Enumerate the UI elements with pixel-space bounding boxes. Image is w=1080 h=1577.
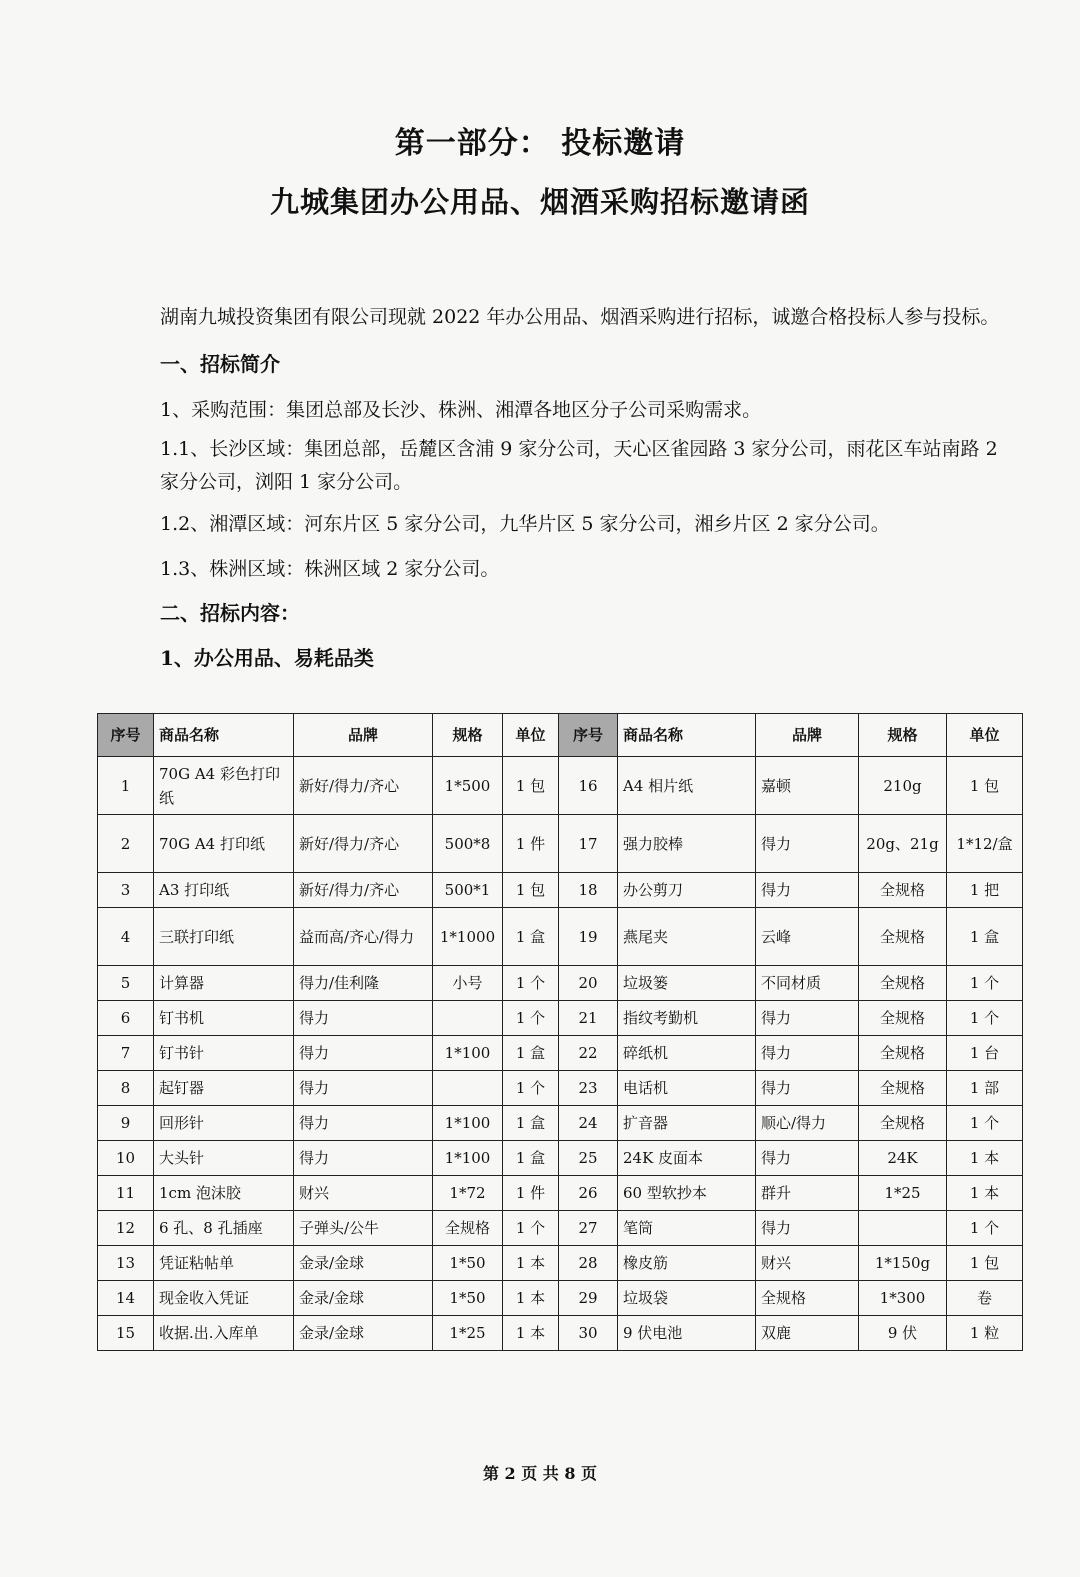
table-cell xyxy=(859,1211,947,1246)
table-cell: 70G A4 打印纸 xyxy=(154,815,294,873)
header-cell: 单位 xyxy=(503,714,559,757)
section-heading-1: 一、招标简介 xyxy=(160,352,280,376)
table-cell: 得力 xyxy=(294,1036,433,1071)
table-row xyxy=(98,757,1023,815)
table-cell: 24K 皮面本 xyxy=(618,1141,756,1176)
table-cell: 指纹考勤机 xyxy=(618,1001,756,1036)
table-cell: 25 xyxy=(559,1141,618,1176)
table-cell: 3 xyxy=(98,873,154,908)
table-cell: 子弹头/公牛 xyxy=(294,1211,433,1246)
table-cell: 1 个 xyxy=(947,1211,1023,1246)
table-cell: 4 xyxy=(98,908,154,966)
table-cell: 得力 xyxy=(756,1071,859,1106)
table-cell: 钉书机 xyxy=(154,1001,294,1036)
table-cell: 小号 xyxy=(433,966,503,1001)
table-cell: 1 个 xyxy=(503,1001,559,1036)
table-cell: 益而高/齐心/得力 xyxy=(294,908,433,966)
section-heading-2: 二、招标内容： xyxy=(160,601,300,625)
table-cell xyxy=(433,1071,503,1106)
table-cell: 得力 xyxy=(756,815,859,873)
table-row xyxy=(98,1001,1023,1036)
table-cell: 1cm 泡沫胶 xyxy=(154,1176,294,1211)
table-cell: 计算器 xyxy=(154,966,294,1001)
table-cell: 9 伏 xyxy=(859,1316,947,1351)
table-cell: 得力 xyxy=(756,1211,859,1246)
table-cell: 1 个 xyxy=(947,966,1023,1001)
table-cell: 11 xyxy=(98,1176,154,1211)
header-cell: 商品名称 xyxy=(154,714,294,757)
table-cell: 1 盒 xyxy=(503,1106,559,1141)
table-cell: 1 本 xyxy=(503,1281,559,1316)
table-cell: 5 xyxy=(98,966,154,1001)
table-row xyxy=(98,1281,1023,1316)
table-cell: 19 xyxy=(559,908,618,966)
table-cell: 新好/得力/齐心 xyxy=(294,873,433,908)
table-cell: 全规格 xyxy=(859,1001,947,1036)
table-cell: 全规格 xyxy=(756,1281,859,1316)
table-cell: 大头针 xyxy=(154,1141,294,1176)
table-cell: 1*1000 xyxy=(433,908,503,966)
header-cell: 规格 xyxy=(433,714,503,757)
paragraph-1-2: 1.2、湘潭区域：河东片区 5 家分公司，九华片区 5 家分公司，湘乡片区 2 家分公司。 xyxy=(160,513,890,535)
table-cell: 60 型软抄本 xyxy=(618,1176,756,1211)
table-cell: 电话机 xyxy=(618,1071,756,1106)
table-cell: 燕尾夹 xyxy=(618,908,756,966)
table-row xyxy=(98,815,1023,873)
page-number: 第 2 页 共 8 页 xyxy=(482,1464,598,1483)
table-cell: 强力胶棒 xyxy=(618,815,756,873)
table-cell: 1 个 xyxy=(503,966,559,1001)
table-cell: 钉书针 xyxy=(154,1036,294,1071)
table-row xyxy=(98,1106,1023,1141)
table-cell: 30 xyxy=(559,1316,618,1351)
table-cell: 金录/金球 xyxy=(294,1316,433,1351)
table-cell: 全规格 xyxy=(433,1211,503,1246)
table-cell: 得力 xyxy=(294,1141,433,1176)
table-cell: 凭证粘帖单 xyxy=(154,1246,294,1281)
table-cell: 得力/佳利隆 xyxy=(294,966,433,1001)
table-cell: 17 xyxy=(559,815,618,873)
table-cell: 23 xyxy=(559,1071,618,1106)
table-row xyxy=(98,1246,1023,1281)
table-cell: 9 xyxy=(98,1106,154,1141)
table-cell: 1 本 xyxy=(503,1246,559,1281)
table-cell: 笔筒 xyxy=(618,1211,756,1246)
table-row xyxy=(98,873,1023,908)
table-cell: 12 xyxy=(98,1211,154,1246)
table-cell: 全规格 xyxy=(859,1036,947,1071)
header-cell: 序号 xyxy=(98,714,154,757)
table-cell: 27 xyxy=(559,1211,618,1246)
table-cell: 14 xyxy=(98,1281,154,1316)
paragraph-1-3: 1.3、株洲区域：株洲区域 2 家分公司。 xyxy=(160,558,500,580)
table-cell: 现金收入凭证 xyxy=(154,1281,294,1316)
table-cell: 全规格 xyxy=(859,873,947,908)
table-cell: 500*1 xyxy=(433,873,503,908)
table-cell: 24K xyxy=(859,1141,947,1176)
table-cell: 1 盒 xyxy=(947,908,1023,966)
table-cell: 云峰 xyxy=(756,908,859,966)
table-cell: 1 部 xyxy=(947,1071,1023,1106)
table-cell: 收据.出.入库单 xyxy=(154,1316,294,1351)
table-cell: 1 盒 xyxy=(503,908,559,966)
table-cell: 1 粒 xyxy=(947,1316,1023,1351)
table-cell: 得力 xyxy=(294,1001,433,1036)
table-cell: 70G A4 彩色打印纸 xyxy=(154,757,294,815)
header-cell: 商品名称 xyxy=(618,714,756,757)
table-cell: 群升 xyxy=(756,1176,859,1211)
table-cell: 新好/得力/齐心 xyxy=(294,815,433,873)
table-cell: 1 包 xyxy=(947,757,1023,815)
table-cell: 1*12/盒 xyxy=(947,815,1023,873)
table-cell: 1 包 xyxy=(947,1246,1023,1281)
table-cell: 18 xyxy=(559,873,618,908)
table-cell: 全规格 xyxy=(859,908,947,966)
table-cell: 1 个 xyxy=(503,1071,559,1106)
table-cell: 26 xyxy=(559,1176,618,1211)
table-header-row xyxy=(98,714,1023,757)
table-cell: 嘉顿 xyxy=(756,757,859,815)
table-cell: 得力 xyxy=(294,1106,433,1141)
table-row xyxy=(98,1176,1023,1211)
table-cell: 1 个 xyxy=(947,1106,1023,1141)
table-cell: 13 xyxy=(98,1246,154,1281)
paragraph-1-1: 1.1、长沙区域：集团总部，岳麓区含浦 9 家分公司，天心区雀园路 3 家分公司，雨花区车站南路 2 家分公司，浏阳 1 家分公司。 xyxy=(160,438,998,493)
table-cell: 1*25 xyxy=(433,1316,503,1351)
header-cell: 品牌 xyxy=(294,714,433,757)
table-cell: 双鹿 xyxy=(756,1316,859,1351)
table-cell: 16 xyxy=(559,757,618,815)
table-cell: 1*150g xyxy=(859,1246,947,1281)
table-cell: 三联打印纸 xyxy=(154,908,294,966)
table-cell: 1*50 xyxy=(433,1281,503,1316)
table-cell: 得力 xyxy=(756,1141,859,1176)
table-cell: 22 xyxy=(559,1036,618,1071)
table-cell: 财兴 xyxy=(294,1176,433,1211)
table-cell: 新好/得力/齐心 xyxy=(294,757,433,815)
table-cell: 1 本 xyxy=(503,1316,559,1351)
table-cell: 1*50 xyxy=(433,1246,503,1281)
table-cell: 1 把 xyxy=(947,873,1023,908)
table-cell: 垃圾篓 xyxy=(618,966,756,1001)
table-cell: 财兴 xyxy=(756,1246,859,1281)
table-cell: 6 孔、8 孔插座 xyxy=(154,1211,294,1246)
table-cell: 1*100 xyxy=(433,1106,503,1141)
table-cell: 全规格 xyxy=(859,1106,947,1141)
table-cell: A3 打印纸 xyxy=(154,873,294,908)
table-cell: 8 xyxy=(98,1071,154,1106)
table-cell: 1*500 xyxy=(433,757,503,815)
table-cell: 卷 xyxy=(947,1281,1023,1316)
table-cell: 500*8 xyxy=(433,815,503,873)
table-cell: 金录/金球 xyxy=(294,1246,433,1281)
table-cell: 起钉器 xyxy=(154,1071,294,1106)
page-title: 第一部分： 投标邀请 xyxy=(394,126,686,161)
table-row xyxy=(98,1316,1023,1351)
table-cell: 210g xyxy=(859,757,947,815)
table-cell: 回形针 xyxy=(154,1106,294,1141)
table-row xyxy=(98,966,1023,1001)
page-subtitle: 九城集团办公用品、烟酒采购招标邀请函 xyxy=(269,185,810,219)
table-cell: 垃圾袋 xyxy=(618,1281,756,1316)
table-cell: 1*300 xyxy=(859,1281,947,1316)
table-cell: 得力 xyxy=(756,1001,859,1036)
table-cell: 1 台 xyxy=(947,1036,1023,1071)
table-cell: 15 xyxy=(98,1316,154,1351)
paragraph-1: 1、采购范围：集团总部及长沙、株洲、湘潭各地区分子公司采购需求。 xyxy=(160,399,762,421)
header-cell: 规格 xyxy=(859,714,947,757)
table-cell: 扩音器 xyxy=(618,1106,756,1141)
table-cell: 1 xyxy=(98,757,154,815)
table-row xyxy=(98,1071,1023,1106)
intro-paragraph: 湖南九城投资集团有限公司现就 2022 年办公用品、烟酒采购进行招标，诚邀合格投标人参与投标。 xyxy=(160,306,1000,328)
header-cell: 序号 xyxy=(559,714,618,757)
table-cell: 得力 xyxy=(294,1071,433,1106)
table-cell: 橡皮筋 xyxy=(618,1246,756,1281)
table-cell: 6 xyxy=(98,1001,154,1036)
table-cell: 碎纸机 xyxy=(618,1036,756,1071)
table-cell: 29 xyxy=(559,1281,618,1316)
table-cell: 全规格 xyxy=(859,1071,947,1106)
table-cell: 21 xyxy=(559,1001,618,1036)
table-row xyxy=(98,1036,1023,1071)
table-cell xyxy=(433,1001,503,1036)
items-table xyxy=(97,713,1023,1351)
table-cell: 1 盒 xyxy=(503,1141,559,1176)
table-cell: 1 包 xyxy=(503,873,559,908)
table-cell: 1 个 xyxy=(503,1211,559,1246)
table-cell: 9 伏电池 xyxy=(618,1316,756,1351)
table-cell: 1 件 xyxy=(503,1176,559,1211)
header-cell: 品牌 xyxy=(756,714,859,757)
table-cell: 1 包 xyxy=(503,757,559,815)
subsection-heading: 1、办公用品、易耗品类 xyxy=(160,646,374,670)
table-cell: 1*100 xyxy=(433,1036,503,1071)
table-cell: 金录/金球 xyxy=(294,1281,433,1316)
table-cell: 顺心/得力 xyxy=(756,1106,859,1141)
table-cell: 28 xyxy=(559,1246,618,1281)
table-cell: 1 本 xyxy=(947,1141,1023,1176)
table-cell: 1 盒 xyxy=(503,1036,559,1071)
table-cell: 20 xyxy=(559,966,618,1001)
table-row xyxy=(98,1211,1023,1246)
table-cell: 10 xyxy=(98,1141,154,1176)
table-cell: 1*100 xyxy=(433,1141,503,1176)
table-cell: 20g、21g xyxy=(859,815,947,873)
table-cell: 1*72 xyxy=(433,1176,503,1211)
table-cell: 全规格 xyxy=(859,966,947,1001)
table-cell: A4 相片纸 xyxy=(618,757,756,815)
table-cell: 1 本 xyxy=(947,1176,1023,1211)
table-cell: 得力 xyxy=(756,873,859,908)
table-cell: 不同材质 xyxy=(756,966,859,1001)
table-cell: 1 件 xyxy=(503,815,559,873)
table-row xyxy=(98,1141,1023,1176)
table-row xyxy=(98,908,1023,966)
table-cell: 得力 xyxy=(756,1036,859,1071)
table-cell: 2 xyxy=(98,815,154,873)
table-cell: 24 xyxy=(559,1106,618,1141)
table-cell: 办公剪刀 xyxy=(618,873,756,908)
table-cell: 7 xyxy=(98,1036,154,1071)
header-cell: 单位 xyxy=(947,714,1023,757)
table-cell: 1*25 xyxy=(859,1176,947,1211)
table-cell: 1 个 xyxy=(947,1001,1023,1036)
